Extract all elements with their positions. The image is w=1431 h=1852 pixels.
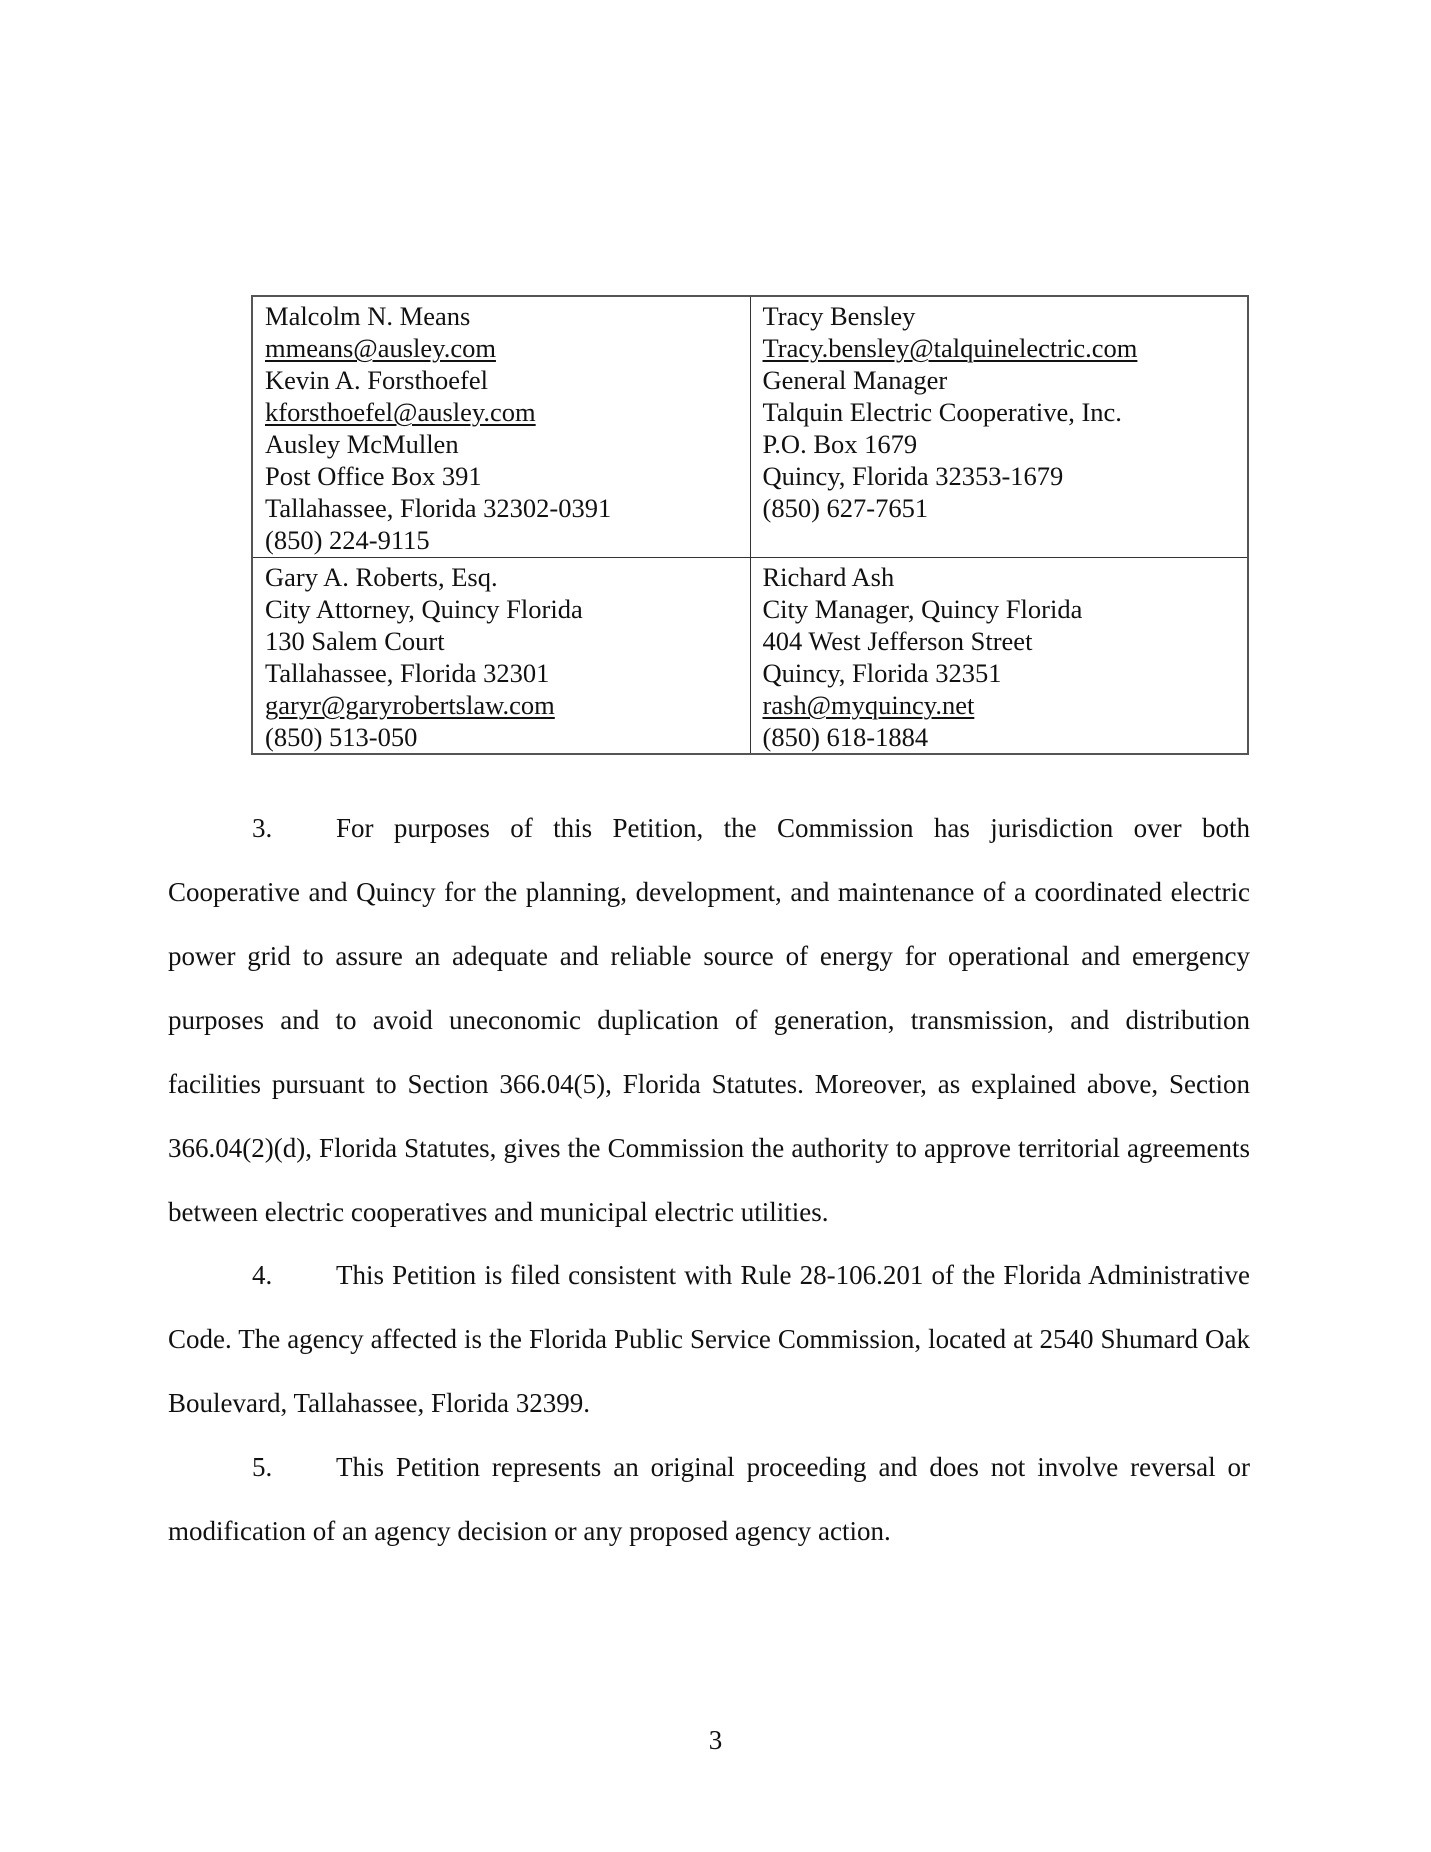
service-list-row	[252, 558, 1248, 755]
contact-line: General Manager	[762, 365, 948, 395]
contact-line: Post Office Box 391	[265, 461, 482, 491]
paragraph-5	[168, 1435, 1250, 1563]
paragraph-text: This Petition is filed consistent with Rule 28-106.201 of the Florida Administrative Code. The agency affected is the Florida Public Service Commission, located at 2540 Shumard Oak Boulevard, Tallahassee, Florida 32399.	[168, 1260, 1250, 1418]
email-link[interactable]: kforsthoefel@ausley.com	[265, 397, 536, 427]
paragraph-number: 5.	[252, 1452, 273, 1482]
contact-line: Talquin Electric Cooperative, Inc.	[762, 397, 1122, 427]
contact-line: (850) 224-9115	[265, 525, 430, 555]
contact-line: 130 Salem Court	[265, 626, 445, 656]
contact-line: City Attorney, Quincy Florida	[265, 594, 583, 624]
contact-line: Kevin A. Forsthoefel	[265, 365, 489, 395]
contact-line: Tallahassee, Florida 32301	[265, 658, 550, 688]
page-number: 3	[708, 1725, 723, 1755]
contact-line: Ausley McMullen	[265, 429, 459, 459]
contact-line: Tallahassee, Florida 32302-0391	[265, 493, 612, 523]
contact-line: (850) 513-050	[265, 722, 418, 752]
contact-line: Quincy, Florida 32353-1679	[762, 461, 1064, 491]
contact-line: (850) 627-7651	[762, 493, 929, 523]
contact-line: Malcolm N. Means	[265, 301, 471, 331]
contact-line: Quincy, Florida 32351	[762, 658, 1002, 688]
email-link[interactable]: garyr@garyrobertslaw.com	[265, 690, 555, 720]
email-link[interactable]: Tracy.bensley@talquinelectric.com	[762, 333, 1138, 363]
email-link[interactable]: rash@myquincy.net	[762, 690, 975, 720]
contact-line: (850) 618-1884	[762, 722, 929, 752]
contact-line: 404 West Jefferson Street	[762, 626, 1033, 656]
service-list-row	[252, 296, 1248, 558]
paragraph-text: This Petition represents an original proceeding and does not involve reversal or modification of an agency decision or any proposed agency action.	[168, 1452, 1250, 1546]
contact-cell-city-attorney	[252, 558, 750, 755]
contact-cell-ausley	[252, 296, 750, 558]
contact-cell-talquin	[750, 296, 1248, 558]
email-link[interactable]: mmeans@ausley.com	[265, 333, 496, 363]
contact-line: Richard Ash	[762, 562, 895, 592]
service-list-table	[251, 295, 1249, 755]
paragraph-number: 4.	[252, 1260, 273, 1290]
paragraph-3	[168, 796, 1250, 1244]
paragraph-text: For purposes of this Petition, the Commission has jurisdiction over both Cooperative and Quincy for the planning, development, and maintenance of a coordinated electric power grid to assure an adequate and reliable source of energy for operational and emergency purposes and to avoid uneconomic duplication of generation, transmission, and distribution facilities pursuant to Section 366.04(5), Florida Statutes. Moreover, as explained above, Section 366.04(2)(d), Florida Statutes, gives the Commission the authority to approve territorial agreements between electric cooperatives and municipal electric utilities.	[168, 813, 1250, 1227]
contact-line: Gary A. Roberts, Esq.	[265, 562, 498, 592]
paragraph-number: 3.	[252, 813, 273, 843]
contact-line: Tracy Bensley	[762, 301, 916, 331]
contact-line: P.O. Box 1679	[762, 429, 918, 459]
paragraph-4	[168, 1243, 1250, 1435]
contact-cell-city-manager	[750, 558, 1248, 755]
contact-line: City Manager, Quincy Florida	[762, 594, 1083, 624]
